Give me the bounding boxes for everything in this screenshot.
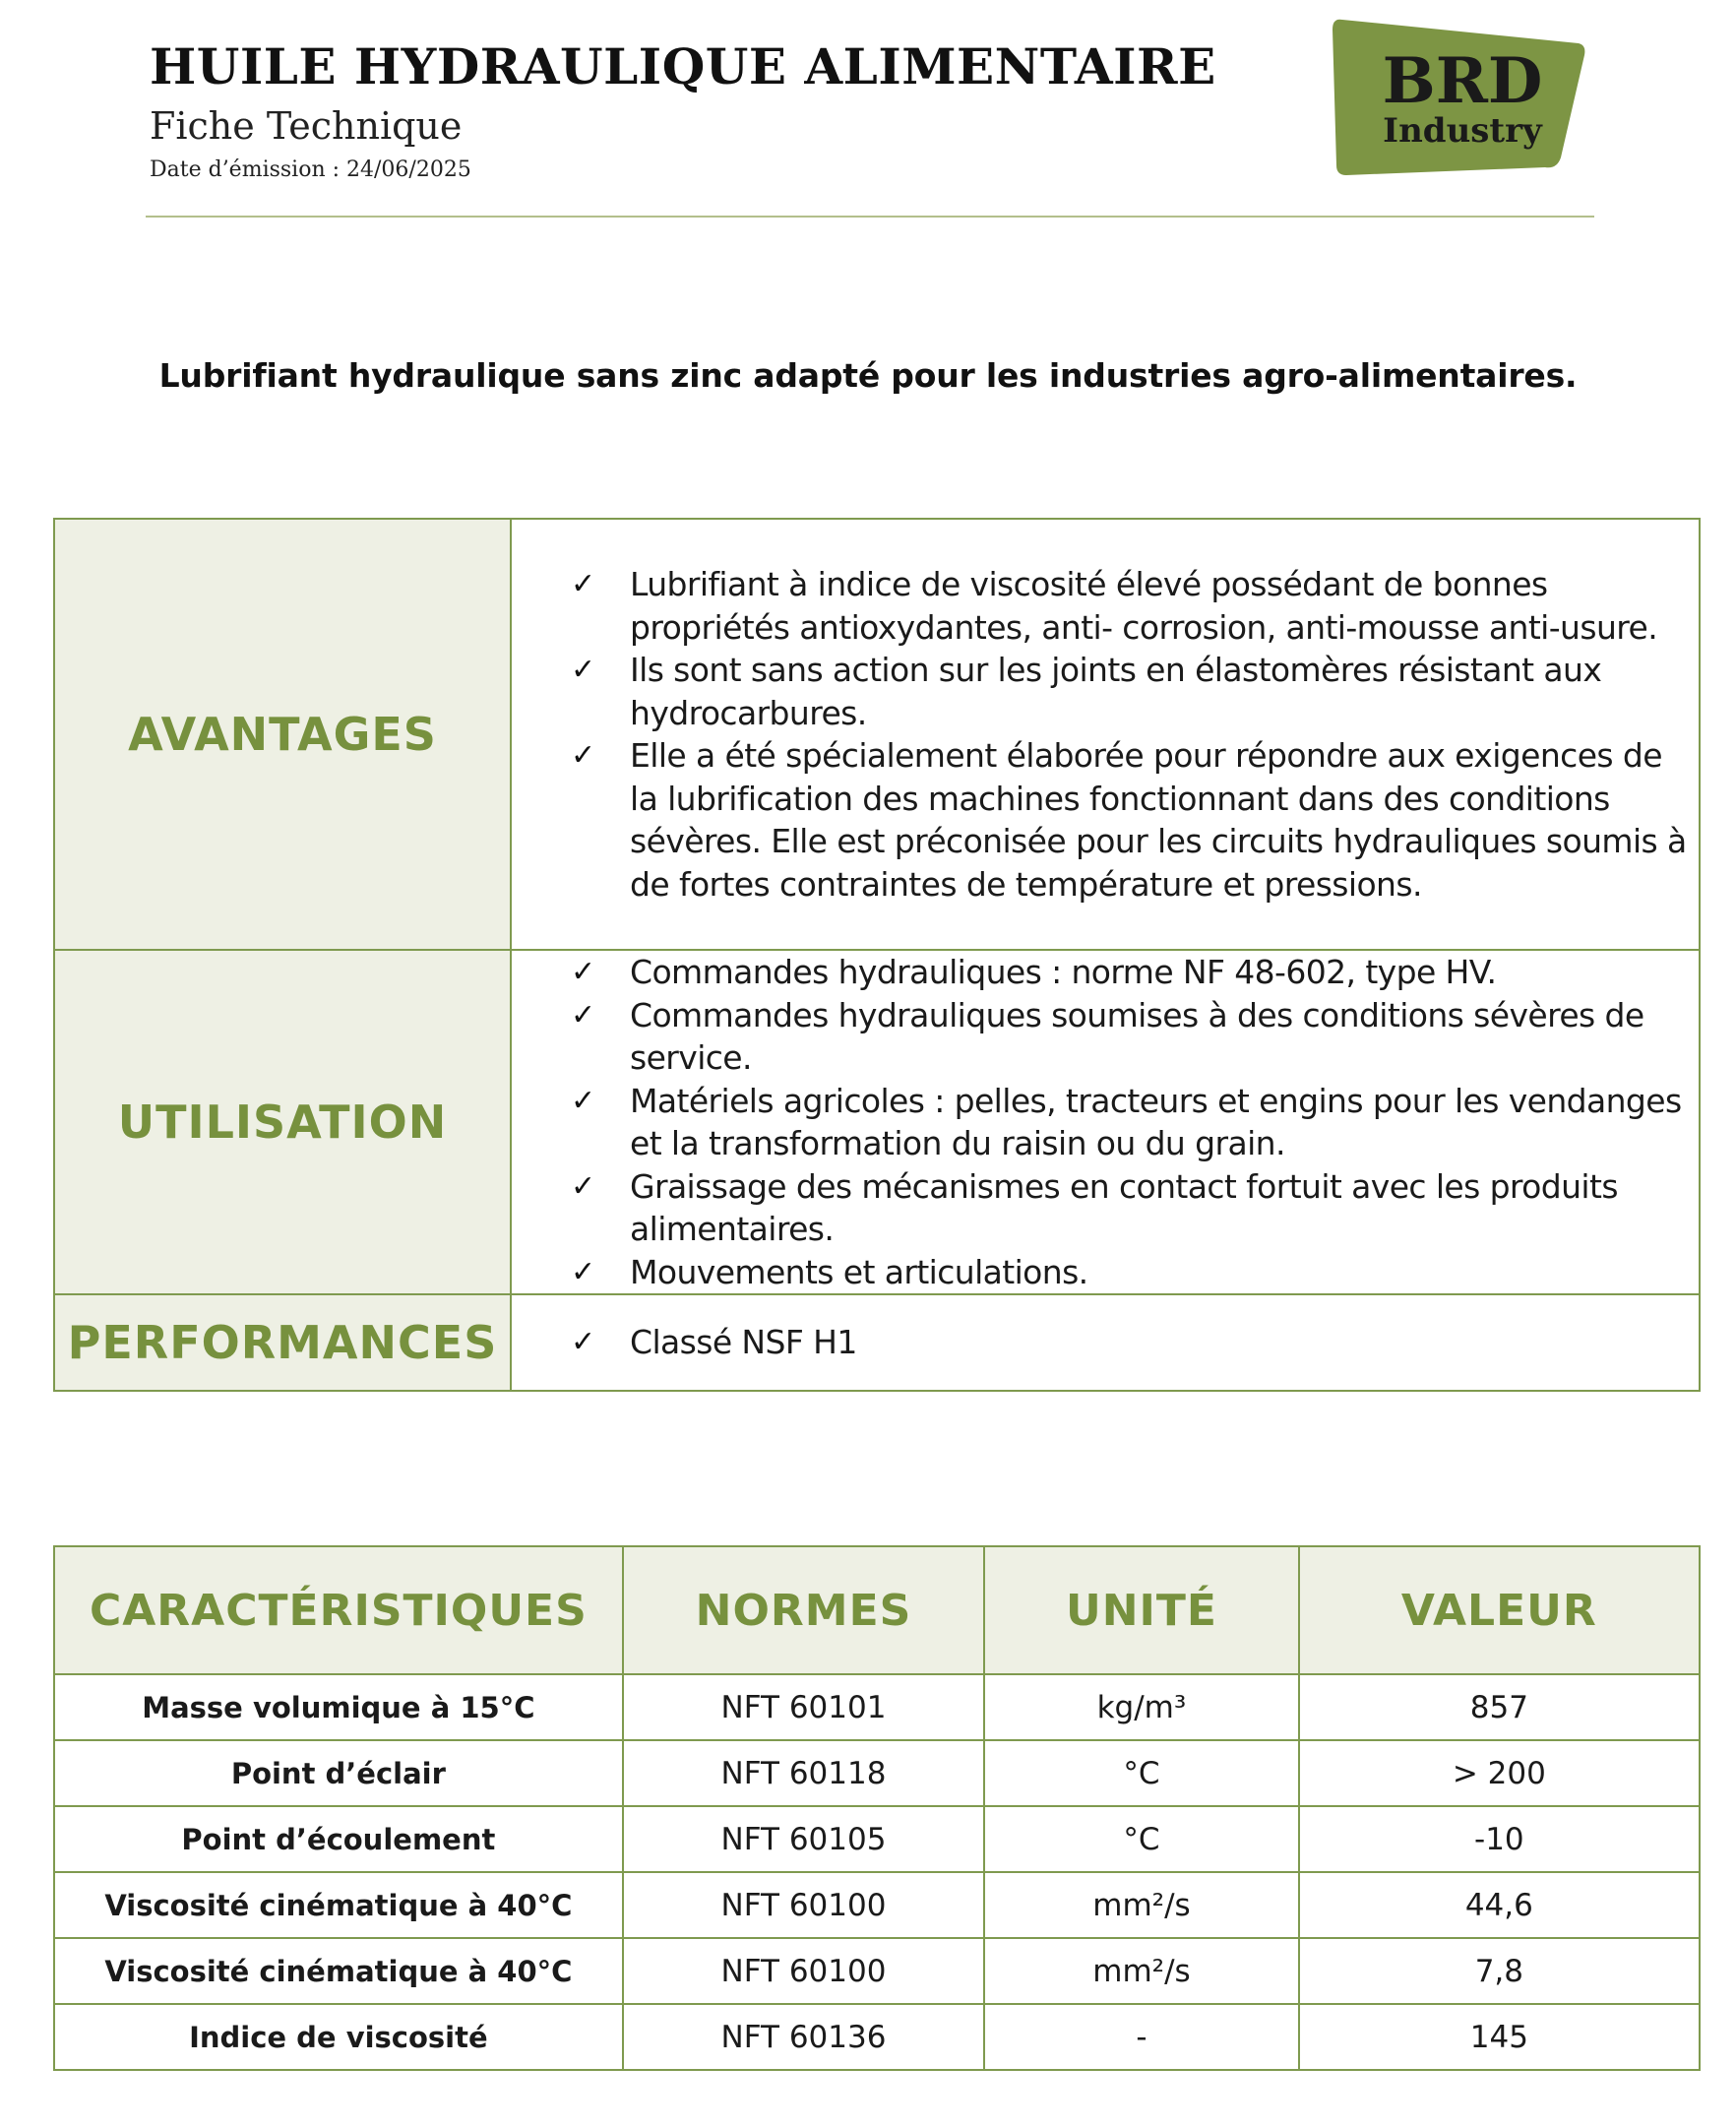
table-cell-norm: NFT 60100 (623, 1872, 985, 1938)
table-cell-norm: NFT 60105 (623, 1806, 985, 1872)
list-item-text: Mouvements et articulations. (630, 1252, 1088, 1291)
list-item-text: Classé NSF H1 (630, 1323, 857, 1362)
logo-text-brd: BRD (1382, 44, 1543, 118)
check-icon: ✓ (571, 955, 595, 989)
check-icon: ✓ (571, 567, 595, 601)
table-cell-unit: mm²/s (984, 1872, 1298, 1938)
list-item (571, 951, 1699, 994)
feature-list (512, 1321, 1699, 1364)
feature-row-utilisation (54, 950, 1700, 1294)
table-cell-value: -10 (1299, 1806, 1700, 1872)
table-cell-characteristic: Indice de viscosité (54, 2004, 623, 2070)
table-cell-unit: °C (984, 1806, 1298, 1872)
list-item-text: Graissage des mécanismes en contact fortuit avec les produits alimentaires. (630, 1166, 1618, 1248)
table-cell-norm: NFT 60136 (623, 2004, 985, 2070)
table-header-row (54, 1546, 1700, 1674)
table-cell-characteristic: Point d’écoulement (54, 1806, 623, 1872)
check-icon: ✓ (571, 738, 595, 773)
feature-label: UTILISATION (54, 950, 511, 1294)
feature-label: AVANTAGES (54, 519, 511, 950)
feature-label: PERFORMANCES (54, 1294, 511, 1391)
features-table (53, 518, 1701, 1392)
list-item (571, 649, 1699, 734)
specifications-table (53, 1545, 1701, 2071)
check-icon: ✓ (571, 997, 595, 1033)
list-item-text: Ils sont sans action sur les joints en élastomères résistant aux hydrocarbures. (630, 651, 1602, 732)
feature-content (511, 519, 1700, 950)
list-item-text: Lubrifiant à indice de viscosité élevé possédant de bonnes propriétés antioxydantes, anti- corrosion, anti-mousse anti-usure. (630, 565, 1658, 647)
feature-row-avantages (54, 519, 1700, 950)
table-cell-characteristic: Viscosité cinématique à 40°C (54, 1938, 623, 2004)
document-title: HUILE HYDRAULIQUE ALIMENTAIRE (150, 37, 1216, 95)
table-row (54, 2004, 1700, 2070)
table-cell-value: 145 (1299, 2004, 1700, 2070)
table-cell-norm: NFT 60100 (623, 1938, 985, 2004)
table-row (54, 1674, 1700, 1740)
table-cell-value: 7,8 (1299, 1938, 1700, 2004)
list-item-text: Commandes hydrauliques soumises à des conditions sévères de service. (630, 995, 1644, 1077)
header-divider (146, 216, 1594, 218)
check-icon: ✓ (571, 1168, 595, 1204)
feature-content (511, 950, 1700, 1294)
column-header: NORMES (623, 1546, 985, 1674)
table-cell-unit: - (984, 2004, 1298, 2070)
list-item (571, 734, 1699, 906)
column-header: UNITÉ (984, 1546, 1298, 1674)
table-cell-characteristic: Viscosité cinématique à 40°C (54, 1872, 623, 1938)
check-icon: ✓ (571, 653, 595, 687)
column-header: VALEUR (1299, 1546, 1700, 1674)
table-row (54, 1806, 1700, 1872)
list-item-text: Matériels agricoles : pelles, tracteurs et engins pour les vendanges et la transformation du raisin ou du grain. (630, 1081, 1682, 1162)
column-header: CARACTÉRISTIQUES (54, 1546, 623, 1674)
brd-industry-logo (1325, 16, 1590, 175)
table-cell-value: 857 (1299, 1674, 1700, 1740)
issue-date: Date d’émission : 24/06/2025 (150, 157, 471, 182)
check-icon: ✓ (571, 1325, 595, 1360)
feature-list (512, 951, 1699, 1293)
table-cell-characteristic: Point d’éclair (54, 1740, 623, 1806)
table-row (54, 1740, 1700, 1806)
logo-text-industry: Industry (1383, 111, 1542, 151)
list-item (571, 1321, 1699, 1364)
list-item (571, 1080, 1699, 1165)
document-subtitle: Fiche Technique (150, 104, 463, 148)
table-cell-value: 44,6 (1299, 1872, 1700, 1938)
feature-list (512, 563, 1699, 906)
check-icon: ✓ (571, 1254, 595, 1289)
feature-content (511, 1294, 1700, 1391)
table-row (54, 1938, 1700, 2004)
product-tagline: Lubrifiant hydraulique sans zinc adapté pour les industries agro-alimentaires. (158, 356, 1578, 395)
list-item (571, 1251, 1699, 1294)
table-cell-unit: kg/m³ (984, 1674, 1298, 1740)
list-item-text: Elle a été spécialement élaborée pour répondre aux exigences de la lubrification des machines fonctionnant dans des conditions sévères. Elle est préconisée pour les circuits hydrauliques soumis à de fortes contraintes de température et pressions. (630, 736, 1687, 904)
table-row (54, 1872, 1700, 1938)
list-item-text: Commandes hydrauliques : norme NF 48-602, type HV. (630, 953, 1497, 991)
table-cell-unit: mm²/s (984, 1938, 1298, 2004)
feature-row-performances (54, 1294, 1700, 1391)
check-icon: ✓ (571, 1083, 595, 1118)
table-cell-unit: °C (984, 1740, 1298, 1806)
list-item (571, 563, 1699, 649)
list-item (571, 994, 1699, 1080)
table-cell-characteristic: Masse volumique à 15°C (54, 1674, 623, 1740)
table-cell-value: > 200 (1299, 1740, 1700, 1806)
table-cell-norm: NFT 60101 (623, 1674, 985, 1740)
list-item (571, 1165, 1699, 1251)
table-cell-norm: NFT 60118 (623, 1740, 985, 1806)
